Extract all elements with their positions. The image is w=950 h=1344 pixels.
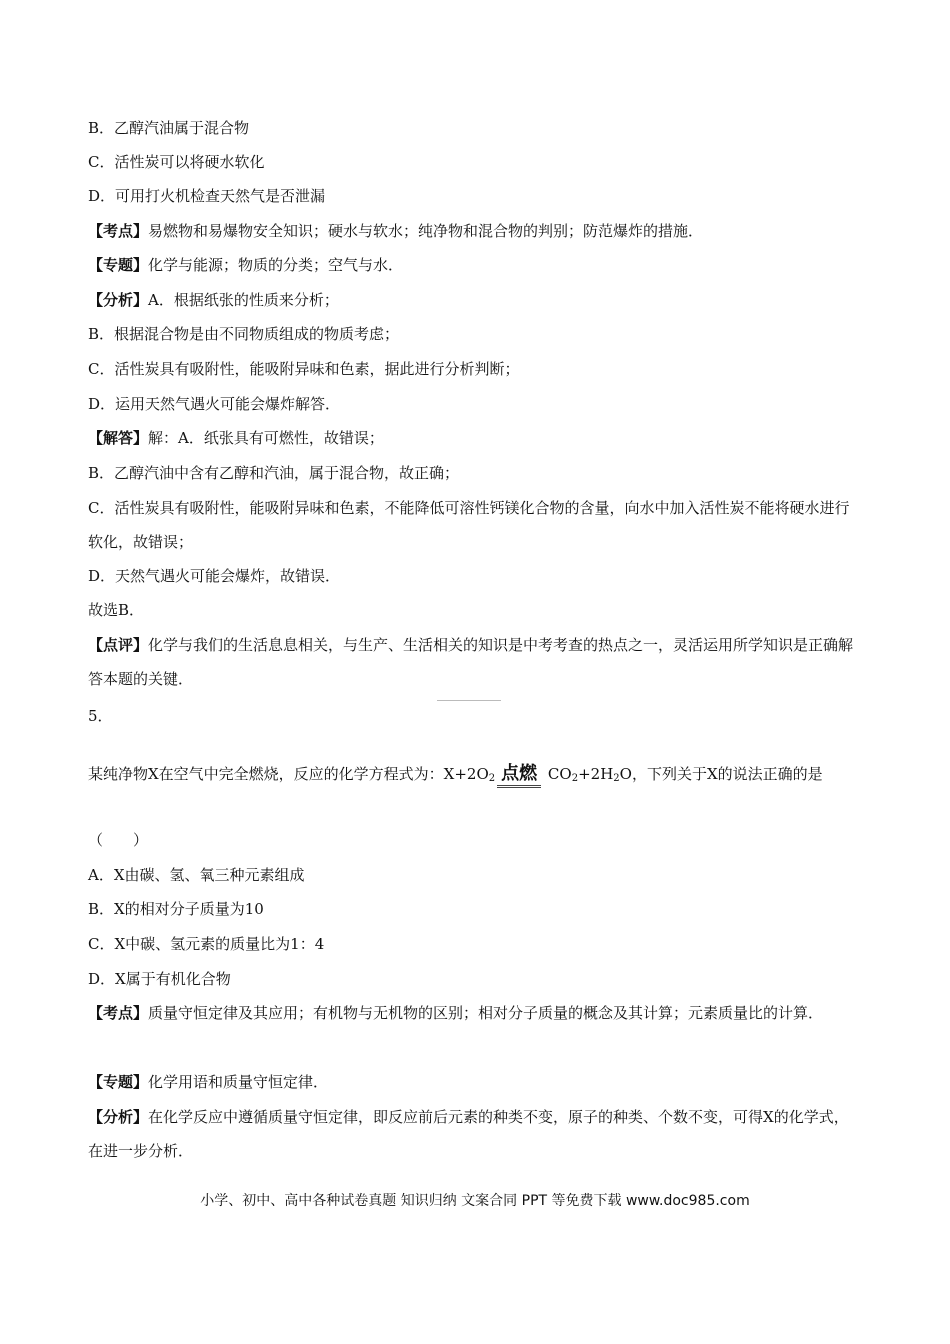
fenxi-q5: [88, 1100, 863, 1168]
dianping-q4: [88, 628, 863, 696]
zhuanti-q4: [88, 253, 403, 277]
kaodian-tag-q5: 【考点】: [88, 1004, 149, 1022]
jieda-text: 解：A．纸张具有可燃性，故错误；: [148, 429, 384, 447]
fenxi-text-q5: 在化学反应中遵循质量守恒定律，即反应前后元素的种类不变，原子的种类、个数不变，可得X的化学式，在进一步分析．: [88, 1108, 849, 1160]
kaodian-q5: [88, 996, 863, 1030]
eq-sub-h2: 2: [613, 773, 620, 784]
kaodian-q4: [88, 219, 703, 243]
fenxi-text: A．根据纸张的性质来分析；: [148, 291, 339, 309]
jieda-d: D．天然气遇火可能会爆炸，故错误．: [88, 567, 341, 585]
option-b-q5: B．X的相对分子质量为10: [88, 900, 264, 918]
fenxi-d: D．运用天然气遇火可能会爆炸解答．: [88, 395, 341, 413]
answer-q4: 故选B．: [88, 601, 145, 619]
eq-intro: 某纯净物X在空气中完全燃烧，反应的化学方程式为：X+2O: [88, 765, 489, 783]
fenxi-c: C．活性炭具有吸附性，能吸附异味和色素，据此进行分析判断；: [88, 360, 520, 378]
option-c-q5: C．X中碳、氢元素的质量比为1：4: [88, 935, 325, 953]
fenxi-tag-q5: 【分析】: [88, 1108, 149, 1126]
option-b-q4: B．乙醇汽油属于混合物: [88, 119, 250, 137]
question-5-stem: [88, 762, 823, 791]
kaodian-tag: 【考点】: [88, 222, 149, 240]
fenxi-q4: [88, 288, 339, 312]
question-number-5: 5．: [88, 707, 113, 725]
answer-blank: （ ）: [88, 831, 149, 849]
jieda-c: C．活性炭具有吸附性，能吸附异味和色素，不能降低可溶性钙镁化合物的含量，向水中加入活性炭不能将硬水进行软化，故错误；: [88, 499, 850, 551]
zhuanti-tag-q5: 【专题】: [88, 1073, 149, 1091]
kaodian-text: 易燃物和易爆物安全知识；硬水与软水；纯净物和混合物的判别；防范爆炸的措施．: [148, 222, 704, 240]
jieda-q4: [88, 426, 384, 450]
option-c-q4: C．活性炭可以将硬水软化: [88, 153, 265, 171]
page-footer: 小学、初中、高中各种试卷真题 知识归纳 文案合同 PPT 等免费下载 www.doc985.com: [200, 1193, 750, 1209]
zhuanti-tag: 【专题】: [88, 256, 149, 274]
zhuanti-text-q5: 化学用语和质量守恒定律．: [148, 1073, 329, 1091]
option-d-q5: D．X属于有机化合物: [88, 970, 231, 988]
eq-tail: O，下列关于X的说法正确的是: [619, 765, 823, 783]
fenxi-b: B．根据混合物是由不同物质组成的物质考虑；: [88, 325, 400, 343]
dianping-tag: 【点评】: [88, 636, 149, 654]
eq-sub-co2: 2: [571, 773, 579, 784]
jieda-tag: 【解答】: [88, 429, 149, 447]
eq-plus-h: +2H: [578, 765, 614, 783]
fenxi-tag: 【分析】: [88, 291, 149, 309]
option-d-q4: D．可用打火机检查天然气是否泄漏: [88, 187, 326, 205]
eq-co: CO: [543, 765, 572, 783]
eq-sub-o2: 2: [488, 773, 496, 784]
option-a-q5: A．X由碳、氢、氧三种元素组成: [88, 866, 305, 884]
equation-divider: [437, 700, 501, 701]
zhuanti-q5: [88, 1070, 328, 1094]
zhuanti-text: 化学与能源；物质的分类；空气与水．: [148, 256, 404, 274]
reaction-condition: 点燃: [497, 763, 541, 788]
kaodian-text-q5: 质量守恒定律及其应用；有机物与无机物的区别；相对分子质量的概念及其计算；元素质量比的计算．: [148, 1004, 824, 1022]
jieda-b: B．乙醇汽油中含有乙醇和汽油，属于混合物，故正确；: [88, 464, 460, 482]
dianping-text: 化学与我们的生活息息相关，与生产、生活相关的知识是中考考查的热点之一，灵活运用所学知识是正确解答本题的关键．: [88, 636, 854, 688]
